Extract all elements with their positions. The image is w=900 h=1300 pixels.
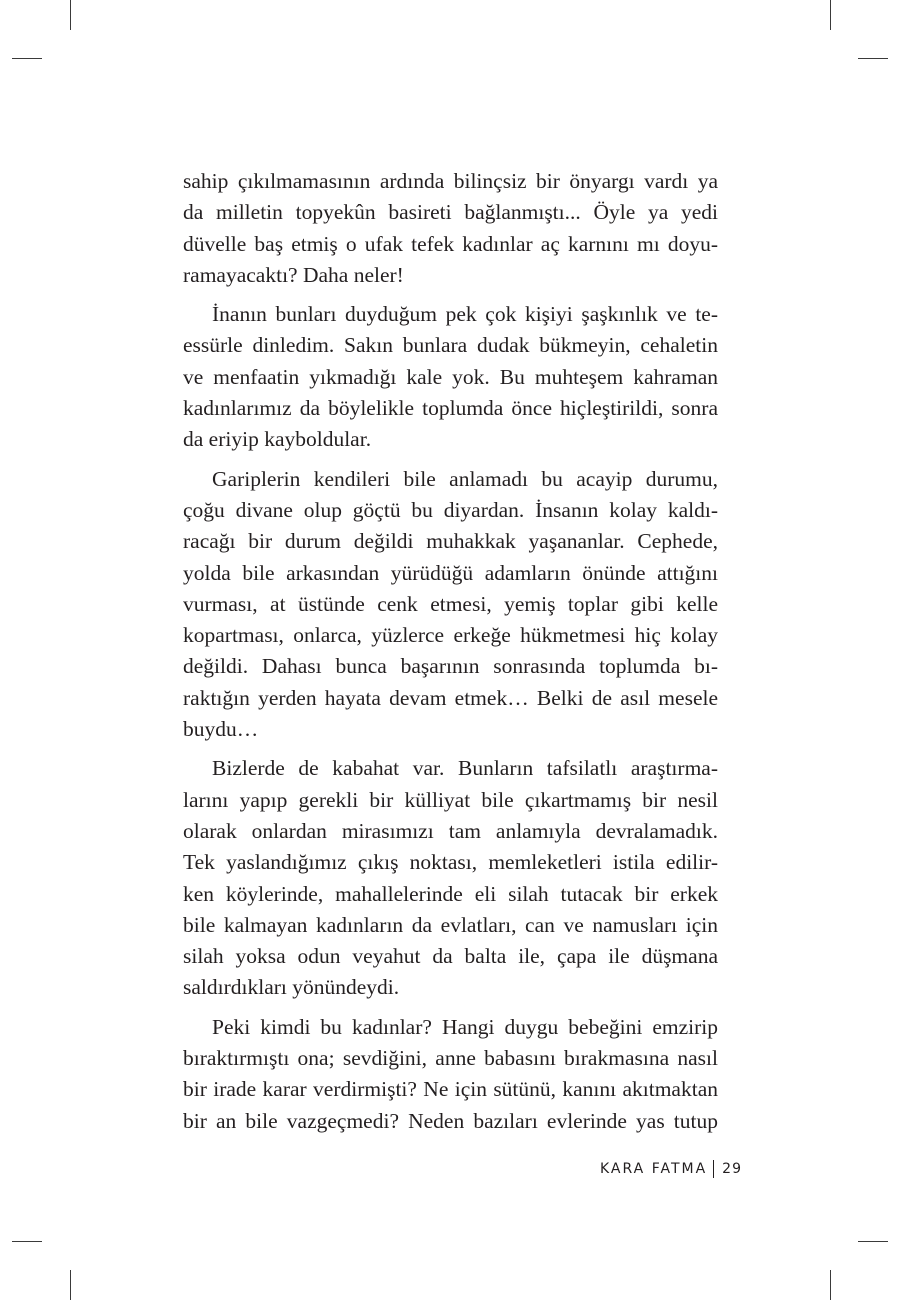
paragraph-gap	[183, 745, 718, 753]
text-line: Tek yaslandığımız çıkış noktası, memleketleri istila edilir-	[183, 850, 718, 875]
crop-mark-right-bottom	[858, 1241, 888, 1242]
body-text	[183, 166, 718, 1137]
text-line: buydu…	[183, 717, 259, 742]
text-line: yolda bile arkasından yürüdüğü adamların önünde attığını	[183, 560, 718, 585]
text-line: ramayacaktı? Daha neler!	[183, 262, 404, 287]
footer-separator	[713, 1160, 714, 1178]
text-line: değildi. Dahası bunca başarının sonrasında toplumda bı-	[183, 654, 718, 679]
text-line: bir irade karar verdirmişti? Ne için sütünü, kanını akıtmaktan	[183, 1077, 718, 1102]
text-line: İnanın bunları duyduğum pek çok kişiyi şaşkınlık ve te-	[212, 302, 718, 327]
text-line: larını yapıp gerekli bir külliyat bile çıkartmamış bir nesil	[183, 787, 718, 812]
text-line: çoğu divane olup göçtü bu diyardan. İnsanın kolay kaldı-	[183, 497, 718, 522]
paragraph-gap	[183, 1004, 718, 1012]
text-line: bir an bile vazgeçmedi? Neden bazıları evlerinde yas tutup	[183, 1108, 718, 1133]
text-line: bile kalmayan kadınların da evlatları, can ve namusları için	[183, 912, 718, 937]
paragraph	[183, 299, 718, 455]
text-line: ve menfaatin yıkmadığı kale yok. Bu muhteşem kahraman	[183, 364, 718, 389]
paragraph	[183, 464, 718, 746]
text-line: racağı bir durum değildi muhakkak yaşananlar. Cephede,	[183, 529, 718, 554]
text-line: raktığın yerden hayata devam etmek… Belki de asıl mesele	[183, 685, 718, 710]
text-line: da eriyip kayboldular.	[183, 427, 372, 452]
text-line: Peki kimdi bu kadınlar? Hangi duygu bebeğini emzirip	[212, 1014, 718, 1039]
crop-mark-bottom-right	[830, 1270, 831, 1300]
paragraph-gap	[183, 456, 718, 464]
text-line: olarak onlardan mirasımızı tam anlamıyla devralamadık.	[183, 818, 718, 843]
crop-mark-bottom-left	[70, 1270, 71, 1300]
paragraph	[183, 1012, 718, 1137]
page-number: 29	[722, 1161, 742, 1177]
text-line: kadınlarımız da böylelikle toplumda önce hiçleştirildi, sonra	[183, 396, 718, 421]
text-line: silah yoksa odun veyahut da balta ile, çapa ile düşmana	[183, 944, 718, 969]
text-line: essürle dinledim. Sakın bunlara dudak bükmeyin, cehaletin	[183, 333, 718, 358]
text-line: da milletin topyekûn basireti bağlanmıştı... Öyle ya yedi	[183, 200, 718, 225]
text-line: düvelle baş etmiş o ufak tefek kadınlar aç karnını mı doyu-	[183, 231, 718, 256]
running-footer	[600, 1160, 742, 1178]
text-line: sahip çıkılmamasının ardında bilinçsiz bir önyargı vardı ya	[183, 169, 718, 193]
crop-mark-right-top	[858, 58, 888, 59]
paragraph-gap	[183, 291, 718, 299]
crop-mark-left-bottom	[12, 1241, 42, 1242]
text-line: vurması, at üstünde cenk etmesi, yemiş toplar gibi kelle	[183, 591, 718, 616]
text-line: saldırdıkları yönündeydi.	[183, 975, 400, 1000]
crop-mark-top-right	[830, 0, 831, 30]
text-line: Bizlerde de kabahat var. Bunların tafsilatlı araştırma-	[212, 756, 718, 781]
text-line: Gariplerin kendileri bile anlamadı bu acayip durumu,	[212, 466, 718, 491]
running-title: KARA FATMA	[600, 1161, 708, 1177]
text-line: bıraktırmıştı ona; sevdiğini, anne babasını bırakmasına nasıl	[183, 1046, 718, 1071]
text-line: kopartması, onlarca, yüzlerce erkeğe hükmetmesi hiç kolay	[183, 623, 718, 648]
crop-mark-top-left	[70, 0, 71, 30]
text-line: ken köylerinde, mahallelerinde eli silah tutacak bir erkek	[183, 881, 718, 906]
crop-mark-left-top	[12, 58, 42, 59]
paragraph	[183, 753, 718, 1003]
paragraph	[183, 166, 718, 291]
